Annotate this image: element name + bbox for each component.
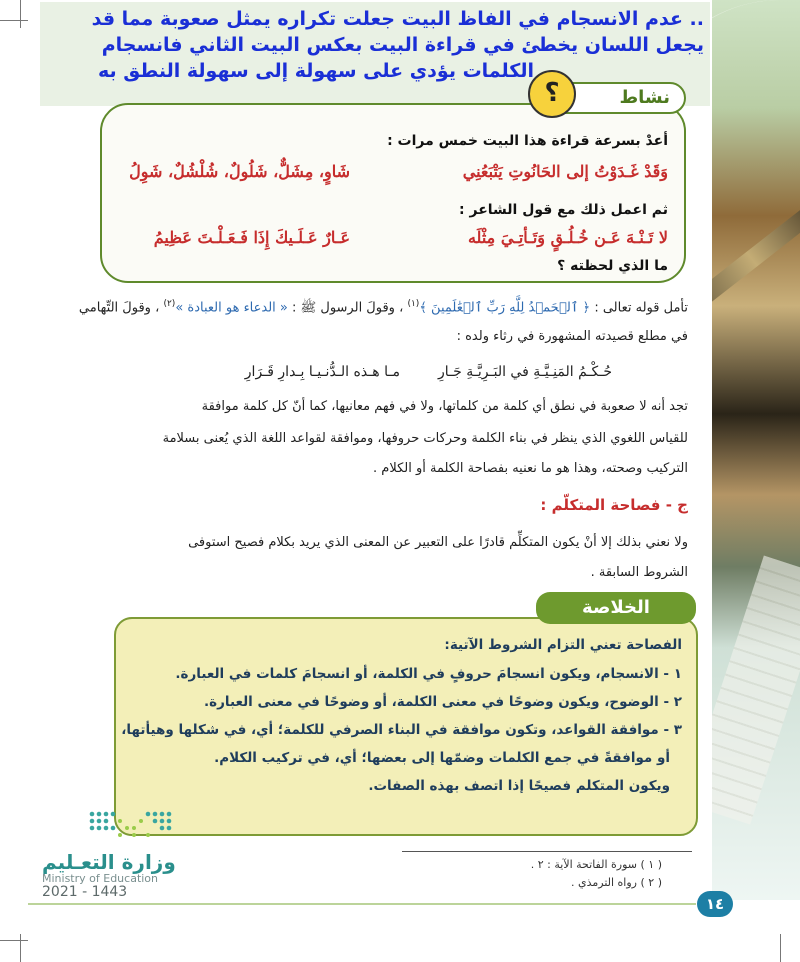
body-paragraph-1 bbox=[79, 290, 688, 322]
page-bottom-rule bbox=[28, 903, 696, 905]
body-paragraph-2-line-3: التركيب وصحته، وهذا هو ما نعنيه بفصاحة الكلمة أو الكلام . bbox=[373, 461, 688, 476]
paragraph-text: تأمل قوله تعالى : bbox=[594, 300, 688, 316]
paragraph-text: ، وقولَ التِّهامي bbox=[78, 300, 160, 316]
question-figure-icon: ؟ bbox=[528, 70, 576, 118]
quran-quote: ﴿ ٱلۡحَمۡدُ لِلَّهِ رَبِّ ٱلۡعَٰلَمِينَ ﴾ bbox=[419, 300, 591, 316]
ministry-name-english: Ministry of Education bbox=[42, 872, 159, 885]
summary-line: الفصاحة تعني التزام الشروط الآتية: bbox=[444, 637, 682, 653]
edition-year: 2021 - 1443 bbox=[42, 884, 128, 900]
annotation-line: .. عدم الانسجام في الفاظ البيت جعلت تكراره يمثل صعوبة مما قد bbox=[91, 8, 704, 30]
verse-1-right: وَقَدْ غَـدَوْتُ إلى الحَانُوتِ يَتْبَعُنِي bbox=[462, 162, 668, 181]
hadith-quote: « الدعاء هو العبادة » bbox=[175, 300, 288, 316]
verse-1-left: شَاوٍ، مِشَلٌّ، شَلُولٌ، شُلْشُلٌ، شَوِلُ bbox=[129, 162, 350, 181]
crop-mark bbox=[0, 940, 28, 941]
verse-3-left: مـا هـذه الـدُّنـيـا بِـدارِ قَـرَارِ bbox=[244, 364, 400, 380]
activity-prompt-1: أعدْ بسرعة قراءة هذا البيت خمس مرات : bbox=[387, 133, 668, 149]
footnote-ref: (٢) bbox=[163, 299, 176, 309]
activity-prompt-2: ثم اعمل ذلك مع قول الشاعر : bbox=[459, 202, 668, 218]
activity-label: نشاط bbox=[619, 87, 670, 108]
body-paragraph-2-line-1: تجد أنه لا صعوبة في نطق أي كلمة من كلماتها، ولا في فهم معانيها، كما أنّ كل كلمة موافقة bbox=[201, 399, 688, 414]
body-paragraph-1-line-2: في مطلع قصيدته المشهورة في رثاء ولده : bbox=[456, 329, 688, 344]
verse-2-left: عَـارٌ عَـلَـيكَ إِذَا فَـعَـلْـتَ عَظِيمُ bbox=[153, 228, 350, 247]
summary-line: ٣ - موافقة القواعد، وتكون موافقة في البناء الصرفي للكلمة؛ أي، في شكلها وهيأتها، bbox=[121, 722, 682, 738]
paragraph-text: ، وقولَ الرسول ﷺ : bbox=[292, 300, 404, 316]
footnote-1: ( ١ ) سورة الفاتحة الآية : ٢ . bbox=[530, 858, 662, 871]
activity-tab bbox=[536, 78, 686, 114]
activity-box bbox=[100, 103, 686, 283]
body-paragraph-3-line-2: الشروط السابقة . bbox=[590, 565, 688, 580]
verse-2-right: لا تَـنْـهَ عَـن خُـلُـقٍ وَتَـأتِـيَ مِثْلَه bbox=[467, 228, 668, 247]
body-paragraph-3-line-1: ولا نعني بذلك إلا أنْ يكون المتكلِّم قادرًا على التعبير عن المعنى الذي يريد بكلام فصيح استوفى bbox=[188, 535, 688, 550]
ministry-name-arabic: وزارة التعـليم bbox=[42, 850, 176, 874]
footnote-divider bbox=[402, 851, 692, 852]
summary-line: ١ - الانسجام، ويكون انسجامَ حروفٍ في الكلمة، أو انسجامَ كلمات في العبارة. bbox=[175, 666, 682, 682]
ministry-logo-icon bbox=[88, 810, 178, 844]
body-paragraph-2-line-2: للقياس اللغوي الذي ينظر في بناء الكلمة وحركات حروفها، وموافقة لقواعد اللغة الذي يُعنى بسلامة bbox=[162, 431, 688, 446]
crop-mark bbox=[20, 0, 21, 28]
summary-line: أو موافقةً في جمع الكلمات وضمّها إلى بعضها؛ أي، في تركيب الكلام. bbox=[214, 750, 670, 766]
summary-line: ٢ - الوضوح، ويكون وضوحًا في معنى الكلمة، أو وضوحًا في معنى العبارة. bbox=[204, 694, 682, 710]
summary-line: ويكون المتكلم فصيحًا إذا اتصف بهذه الصفات. bbox=[368, 778, 670, 794]
page-number: ١٤ bbox=[697, 891, 733, 917]
footnote-ref: (١) bbox=[407, 299, 420, 309]
section-heading: ج - فصاحة المتكلّم : bbox=[540, 496, 688, 514]
crop-mark bbox=[20, 934, 21, 962]
activity-prompt-3: ما الذي لحظته ؟ bbox=[557, 258, 668, 274]
annotation-line: يجعل اللسان يخطئ في قراءة البيت بعكس البيت الثاني فانسجام bbox=[101, 34, 704, 56]
footnote-2: ( ٢ ) رواه الترمذي . bbox=[570, 876, 662, 889]
crop-mark bbox=[0, 20, 28, 21]
annotation-line: الكلمات يؤدي على سهولة إلى سهولة النطق به bbox=[97, 60, 534, 82]
verse-3-right: حُـكْـمُ المَنِـيَّـةِ في البَـرِيَّـةِ جَـارِ bbox=[438, 364, 612, 380]
summary-tab: الخلاصة bbox=[536, 592, 696, 624]
